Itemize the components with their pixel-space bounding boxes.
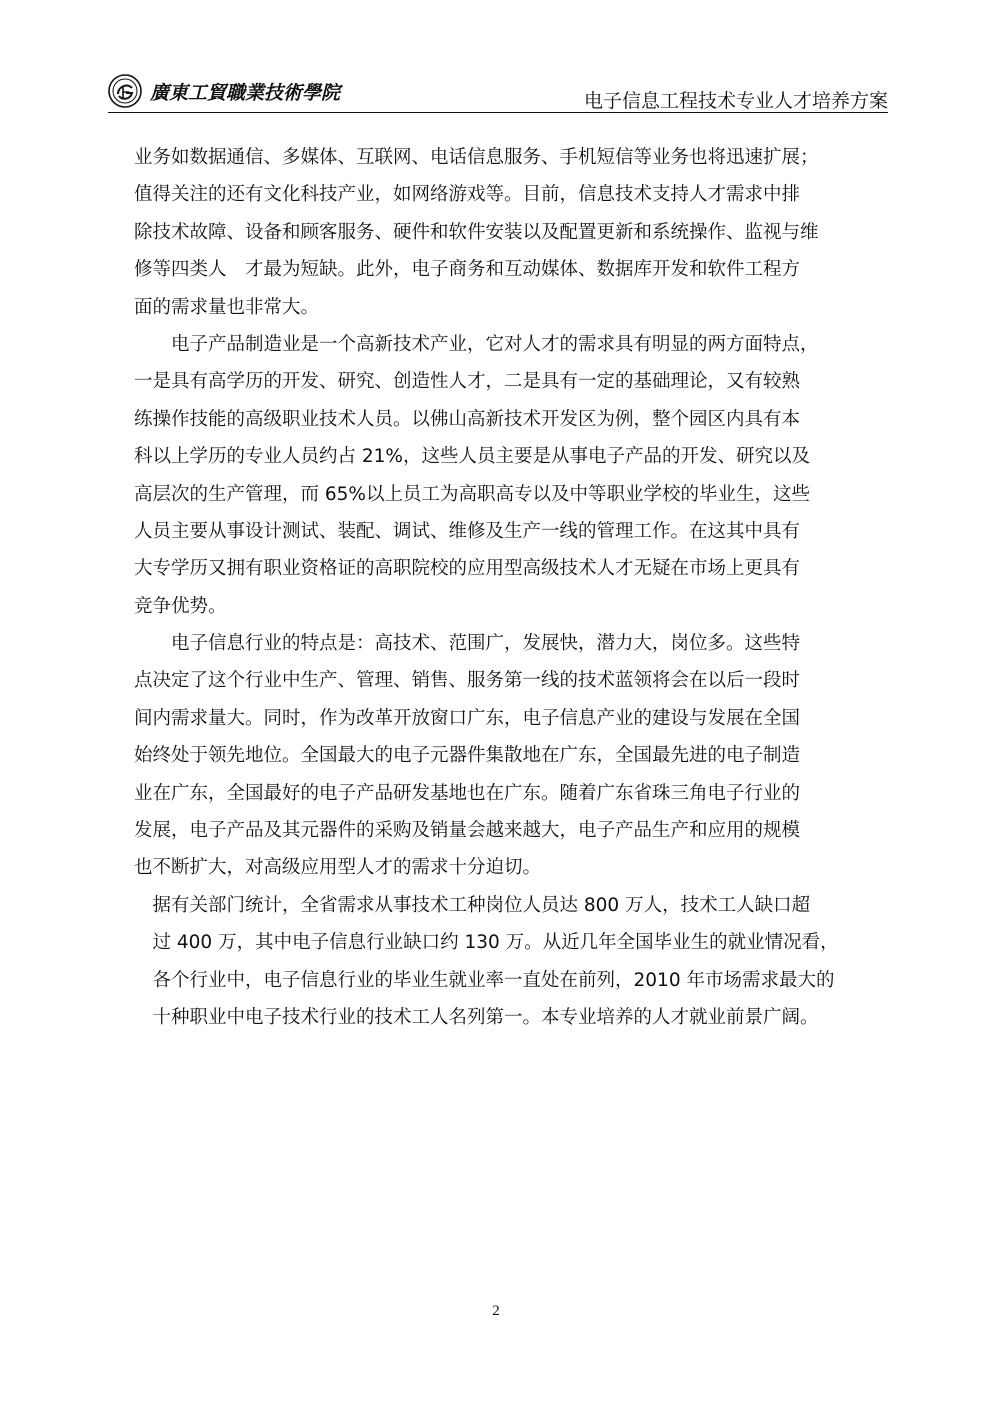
page-number: 2 (492, 1303, 500, 1319)
text-line: 据有关部门统计，全省需求从事技术工种岗位人员达 800 万人，技术工人缺口超 (134, 894, 811, 916)
text-line: 十种职业中电子技术行业的技术工人名列第一。本专业培养的人才就业前景广阔。 (134, 1006, 819, 1028)
header-divider (108, 112, 888, 113)
text-line: 高层次的生产管理，而 65%以上员工为高职高专以及中等职业学校的毕业生，这些 (134, 483, 811, 505)
text-line: 间内需求量大。同时，作为改革开放窗口广东，电子信息产业的建设与发展在全国 (134, 707, 801, 729)
school-logo-icon (108, 74, 142, 108)
text-line: 除技术故障、设备和顾客服务、硬件和软件安装以及配置更新和系统操作、监视与维 (134, 221, 819, 243)
text-line: 大专学历又拥有职业资格证的高职院校的应用型高级技术人才无疑在市场上更具有 (134, 558, 801, 580)
text-line: 也不断扩大，对高级应用型人才的需求十分迫切。 (134, 857, 542, 879)
page-header (108, 72, 888, 112)
text-line: 电子产品制造业是一个高新技术产业，它对人才的需求具有明显的两方面特点， (134, 333, 819, 355)
body-text (134, 139, 872, 1036)
text-line: 点决定了这个行业中生产、管理、销售、服务第一线的技术蓝领将会在以后一段时 (134, 670, 801, 692)
text-line: 发展，电子产品及其元器件的采购及销量会越来越大，电子产品生产和应用的规模 (134, 820, 801, 842)
text-line: 业务如数据通信、多媒体、互联网、电话信息服务、手机短信等业务也将迅速扩展； (134, 147, 819, 168)
text-line: 始终处于领先地位。全国最大的电子元器件集散地在广东，全国最先进的电子制造 (134, 745, 801, 767)
text-line: 业在广东，全国最好的电子产品研发基地也在广东。随着广东省珠三角电子行业的 (134, 782, 801, 804)
school-name-logo: 廣東工貿職業技術學院 (150, 82, 341, 104)
text-line: 科以上学历的专业人员约占 21%，这些人员主要是从事电子产品的开发、研究以及 (134, 446, 811, 468)
text-line: 练操作技能的高级职业技术人员。以佛山高新技术开发区为例，整个园区内具有本 (134, 408, 801, 430)
document-title: 电子信息工程技术专业人才培养方案 (583, 90, 888, 112)
text-line: 过 400 万，其中电子信息行业缺口约 130 万。从近几年全国毕业生的就业情况看， (134, 932, 839, 954)
text-line: 人员主要从事设计测试、装配、调试、维修及生产一线的管理工作。在这其中具有 (134, 520, 801, 542)
text-line: 面的需求量也非常大。 (134, 296, 320, 318)
text-line: 修等四类人 才最为短缺。此外，电子商务和互动媒体、数据库开发和软件工程方 (134, 259, 801, 281)
text-line: 竞争优势。 (134, 595, 227, 617)
text-line: 一是具有高学历的开发、研究、创造性人才，二是具有一定的基础理论，又有较熟 (134, 371, 801, 393)
text-line: 值得关注的还有文化科技产业，如网络游戏等。目前，信息技术支持人才需求中排 (134, 184, 801, 206)
text-line: 各个行业中，电子信息行业的毕业生就业率一直处在前列，2010 年市场需求最大的 (134, 969, 835, 991)
text-line: 电子信息行业的特点是：高技术、范围广，发展快，潜力大，岗位多。这些特 (134, 633, 801, 655)
